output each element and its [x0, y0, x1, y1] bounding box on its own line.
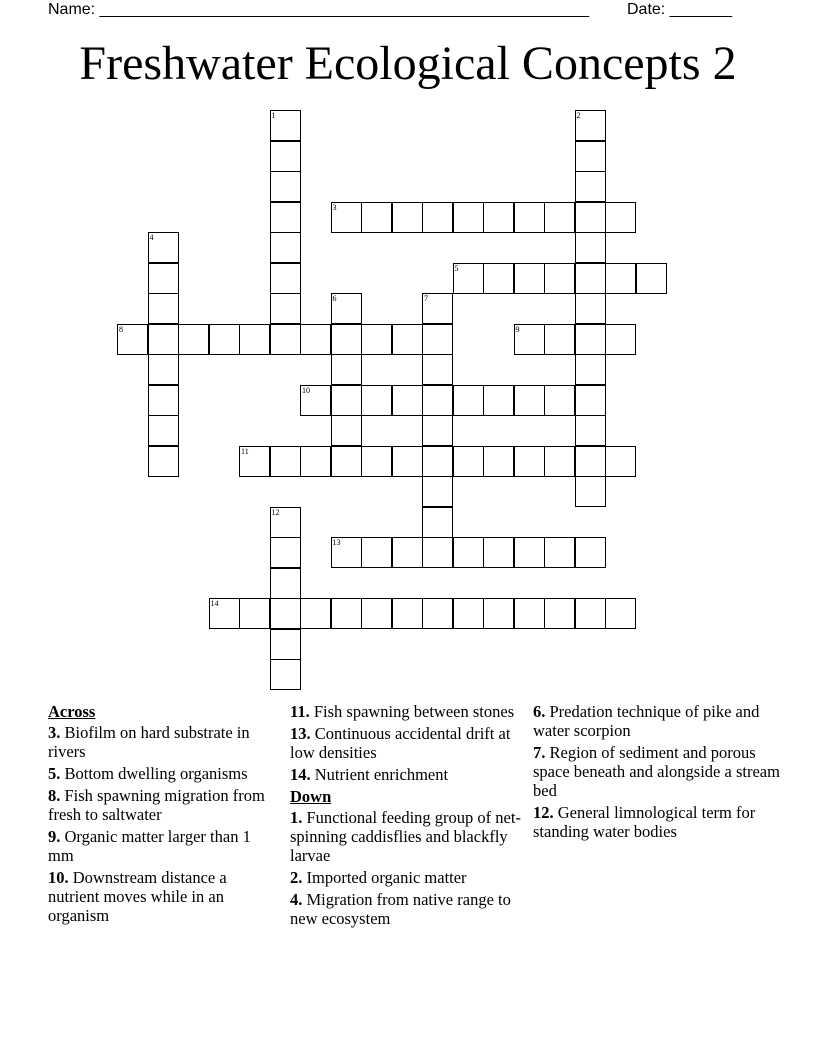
grid-cell[interactable]	[331, 446, 362, 477]
grid-cell[interactable]	[575, 415, 606, 446]
grid-cell[interactable]	[422, 415, 453, 446]
grid-cell[interactable]	[605, 598, 636, 629]
grid-cell[interactable]	[392, 385, 423, 416]
grid-cell[interactable]	[636, 263, 667, 294]
grid-cell[interactable]	[544, 385, 575, 416]
clue-number-label: 2	[576, 111, 581, 120]
grid-cell[interactable]	[575, 141, 606, 172]
grid-cell[interactable]	[331, 385, 362, 416]
grid-cell[interactable]	[575, 202, 606, 233]
grid-cell[interactable]	[148, 324, 179, 355]
clue-across-14: 14. Nutrient enrichment	[290, 765, 449, 784]
clue-number-label: 13	[332, 538, 341, 547]
grid-cell[interactable]	[575, 476, 606, 507]
clue-across-5: 5. Bottom dwelling organisms	[48, 764, 248, 783]
clue-number-label: 7	[424, 294, 428, 303]
grid-cell[interactable]	[453, 537, 484, 568]
grid-cell[interactable]	[422, 537, 453, 568]
grid-cell[interactable]	[270, 293, 301, 324]
clue-across-11: 11. Fish spawning between stones	[290, 702, 515, 721]
grid-cell[interactable]	[605, 446, 636, 477]
grid-cell[interactable]	[422, 293, 453, 324]
grid-cell[interactable]	[453, 263, 484, 294]
grid-cell[interactable]	[575, 171, 606, 202]
grid-cell[interactable]	[544, 324, 575, 355]
clue-number-label: 10	[302, 385, 310, 395]
date-field[interactable]: Date: _______	[627, 1, 732, 18]
grid-cell[interactable]	[270, 110, 301, 141]
grid-cell[interactable]	[514, 446, 545, 477]
clue-down-1: 1. Functional feeding group of net-spinning caddisflies and blackfly larvae	[290, 808, 521, 865]
grid-cell[interactable]	[483, 598, 514, 629]
grid-cell[interactable]	[544, 598, 575, 629]
grid-cell[interactable]	[575, 446, 606, 477]
grid-cell[interactable]	[300, 324, 331, 355]
grid-cell[interactable]	[392, 446, 423, 477]
grid-cell[interactable]	[544, 537, 575, 568]
clue-down-6: 6. Predation technique of pike and water scorpion	[533, 702, 760, 740]
grid-cell[interactable]	[117, 324, 148, 355]
grid-cell[interactable]	[575, 354, 606, 385]
grid-cell[interactable]	[331, 202, 362, 233]
grid-cell[interactable]	[483, 202, 514, 233]
grid-cell[interactable]	[392, 598, 423, 629]
grid-cell[interactable]	[514, 598, 545, 629]
grid-cell[interactable]	[422, 324, 453, 355]
down-heading: Down	[290, 787, 332, 806]
clue-number-label: 12	[271, 507, 280, 517]
grid-cell[interactable]	[331, 354, 362, 385]
grid-cell[interactable]	[392, 537, 423, 568]
grid-cell[interactable]	[575, 263, 606, 294]
grid-cell[interactable]	[270, 629, 301, 660]
grid-cell[interactable]	[331, 537, 362, 568]
grid-cell[interactable]	[239, 324, 270, 355]
grid-cell[interactable]	[148, 232, 179, 263]
clue-number-label: 1	[271, 111, 276, 120]
grid-cell[interactable]	[270, 446, 301, 477]
clues-column-1	[48, 702, 278, 928]
clue-number-label: 3	[332, 202, 337, 212]
grid-cell[interactable]	[270, 568, 301, 599]
grid-cell[interactable]	[270, 232, 301, 263]
grid-cell[interactable]	[148, 263, 179, 294]
grid-cell[interactable]	[270, 263, 301, 294]
clue-number-label: 4	[149, 233, 154, 242]
grid-cell[interactable]	[422, 385, 453, 416]
grid-cell[interactable]	[605, 324, 636, 355]
clue-across-3: 3. Biofilm on hard substrate in rivers	[48, 723, 250, 761]
grid-cell[interactable]	[239, 598, 270, 629]
grid-cell[interactable]	[148, 415, 179, 446]
grid-cell[interactable]	[422, 202, 453, 233]
grid-cell[interactable]	[209, 598, 240, 629]
grid-cell[interactable]	[270, 537, 301, 568]
grid-cell[interactable]	[270, 659, 301, 690]
grid-cell[interactable]	[422, 476, 453, 507]
grid-cell[interactable]	[575, 537, 606, 568]
clue-down-12: 12. General limnological term for standing water bodies	[533, 803, 756, 841]
grid-cell[interactable]	[361, 324, 392, 355]
clue-down-4: 4. Migration from native range to new ecosystem	[290, 890, 511, 928]
clue-number-label: 6	[332, 294, 337, 303]
clue-number-label: 5	[454, 263, 459, 273]
grid-cell[interactable]	[148, 354, 179, 385]
grid-cell[interactable]	[453, 385, 484, 416]
grid-cell[interactable]	[361, 202, 392, 233]
clue-across-10: 10. Downstream distance a nutrient moves while in an organism	[48, 868, 227, 925]
page-title: Freshwater Ecological Concepts 2	[79, 37, 737, 90]
grid-cell[interactable]	[331, 598, 362, 629]
grid-cell[interactable]	[575, 110, 606, 141]
grid-cell[interactable]	[483, 537, 514, 568]
grid-cell[interactable]	[361, 385, 392, 416]
grid-cell[interactable]	[514, 202, 545, 233]
grid-cell[interactable]	[453, 598, 484, 629]
grid-cell[interactable]	[483, 446, 514, 477]
grid-cell[interactable]	[239, 446, 270, 477]
grid-cell[interactable]	[605, 263, 636, 294]
grid-cell[interactable]	[575, 385, 606, 416]
clue-number-label: 11	[241, 446, 249, 456]
grid-cell[interactable]	[148, 293, 179, 324]
grid-cell[interactable]	[270, 324, 301, 355]
grid-cell[interactable]	[514, 263, 545, 294]
grid-cell[interactable]	[361, 537, 392, 568]
clue-across-8: 8. Fish spawning migration from fresh to saltwater	[48, 786, 265, 824]
grid-cell[interactable]	[514, 385, 545, 416]
name-field[interactable]: Name: _______________________________________________________	[48, 1, 589, 18]
grid-cell[interactable]	[544, 263, 575, 294]
grid-cell[interactable]	[300, 385, 331, 416]
grid-cell[interactable]	[270, 171, 301, 202]
grid-cell[interactable]	[483, 263, 514, 294]
grid-cell[interactable]	[514, 537, 545, 568]
grid-cell[interactable]	[453, 446, 484, 477]
grid-cell[interactable]	[148, 446, 179, 477]
grid-cell[interactable]	[148, 385, 179, 416]
grid-cell[interactable]	[422, 598, 453, 629]
clue-number-label: 9	[515, 324, 520, 334]
grid-cell[interactable]	[575, 293, 606, 324]
grid-cell[interactable]	[300, 446, 331, 477]
grid-cell[interactable]	[575, 598, 606, 629]
clue-across-13: 13. Continuous accidental drift at low densities	[290, 724, 511, 762]
grid-cell[interactable]	[331, 415, 362, 446]
grid-cell[interactable]	[422, 446, 453, 477]
grid-cell[interactable]	[575, 232, 606, 263]
grid-cell[interactable]	[392, 324, 423, 355]
grid-cell[interactable]	[422, 507, 453, 538]
clues-column-3	[533, 702, 783, 844]
grid-cell[interactable]	[544, 446, 575, 477]
clue-down-2: 2. Imported organic matter	[290, 868, 467, 887]
clue-number-label: 14	[210, 599, 219, 608]
grid-cell[interactable]	[575, 324, 606, 355]
grid-cell[interactable]	[514, 324, 545, 355]
grid-cell[interactable]	[361, 598, 392, 629]
grid-cell[interactable]	[361, 446, 392, 477]
grid-cell[interactable]	[453, 202, 484, 233]
grid-cell[interactable]	[270, 598, 301, 629]
clues-column-2	[290, 702, 526, 931]
grid-cell[interactable]	[392, 202, 423, 233]
grid-cell[interactable]	[270, 507, 301, 538]
grid-cell[interactable]	[270, 202, 301, 233]
grid-cell[interactable]	[544, 202, 575, 233]
grid-cell[interactable]	[331, 293, 362, 324]
grid-cell[interactable]	[483, 385, 514, 416]
grid-cell[interactable]	[270, 141, 301, 172]
grid-cell[interactable]	[422, 354, 453, 385]
grid-cell[interactable]	[300, 598, 331, 629]
grid-cell[interactable]	[605, 202, 636, 233]
grid-cell[interactable]	[331, 324, 362, 355]
grid-cell[interactable]	[178, 324, 209, 355]
grid-cell[interactable]	[209, 324, 240, 355]
across-heading: Across	[48, 702, 96, 721]
clue-number-label: 8	[119, 324, 123, 334]
clue-down-7: 7. Region of sediment and porous space beneath and alongside a stream bed	[533, 743, 780, 800]
clue-across-9: 9. Organic matter larger than 1 mm	[48, 827, 251, 865]
